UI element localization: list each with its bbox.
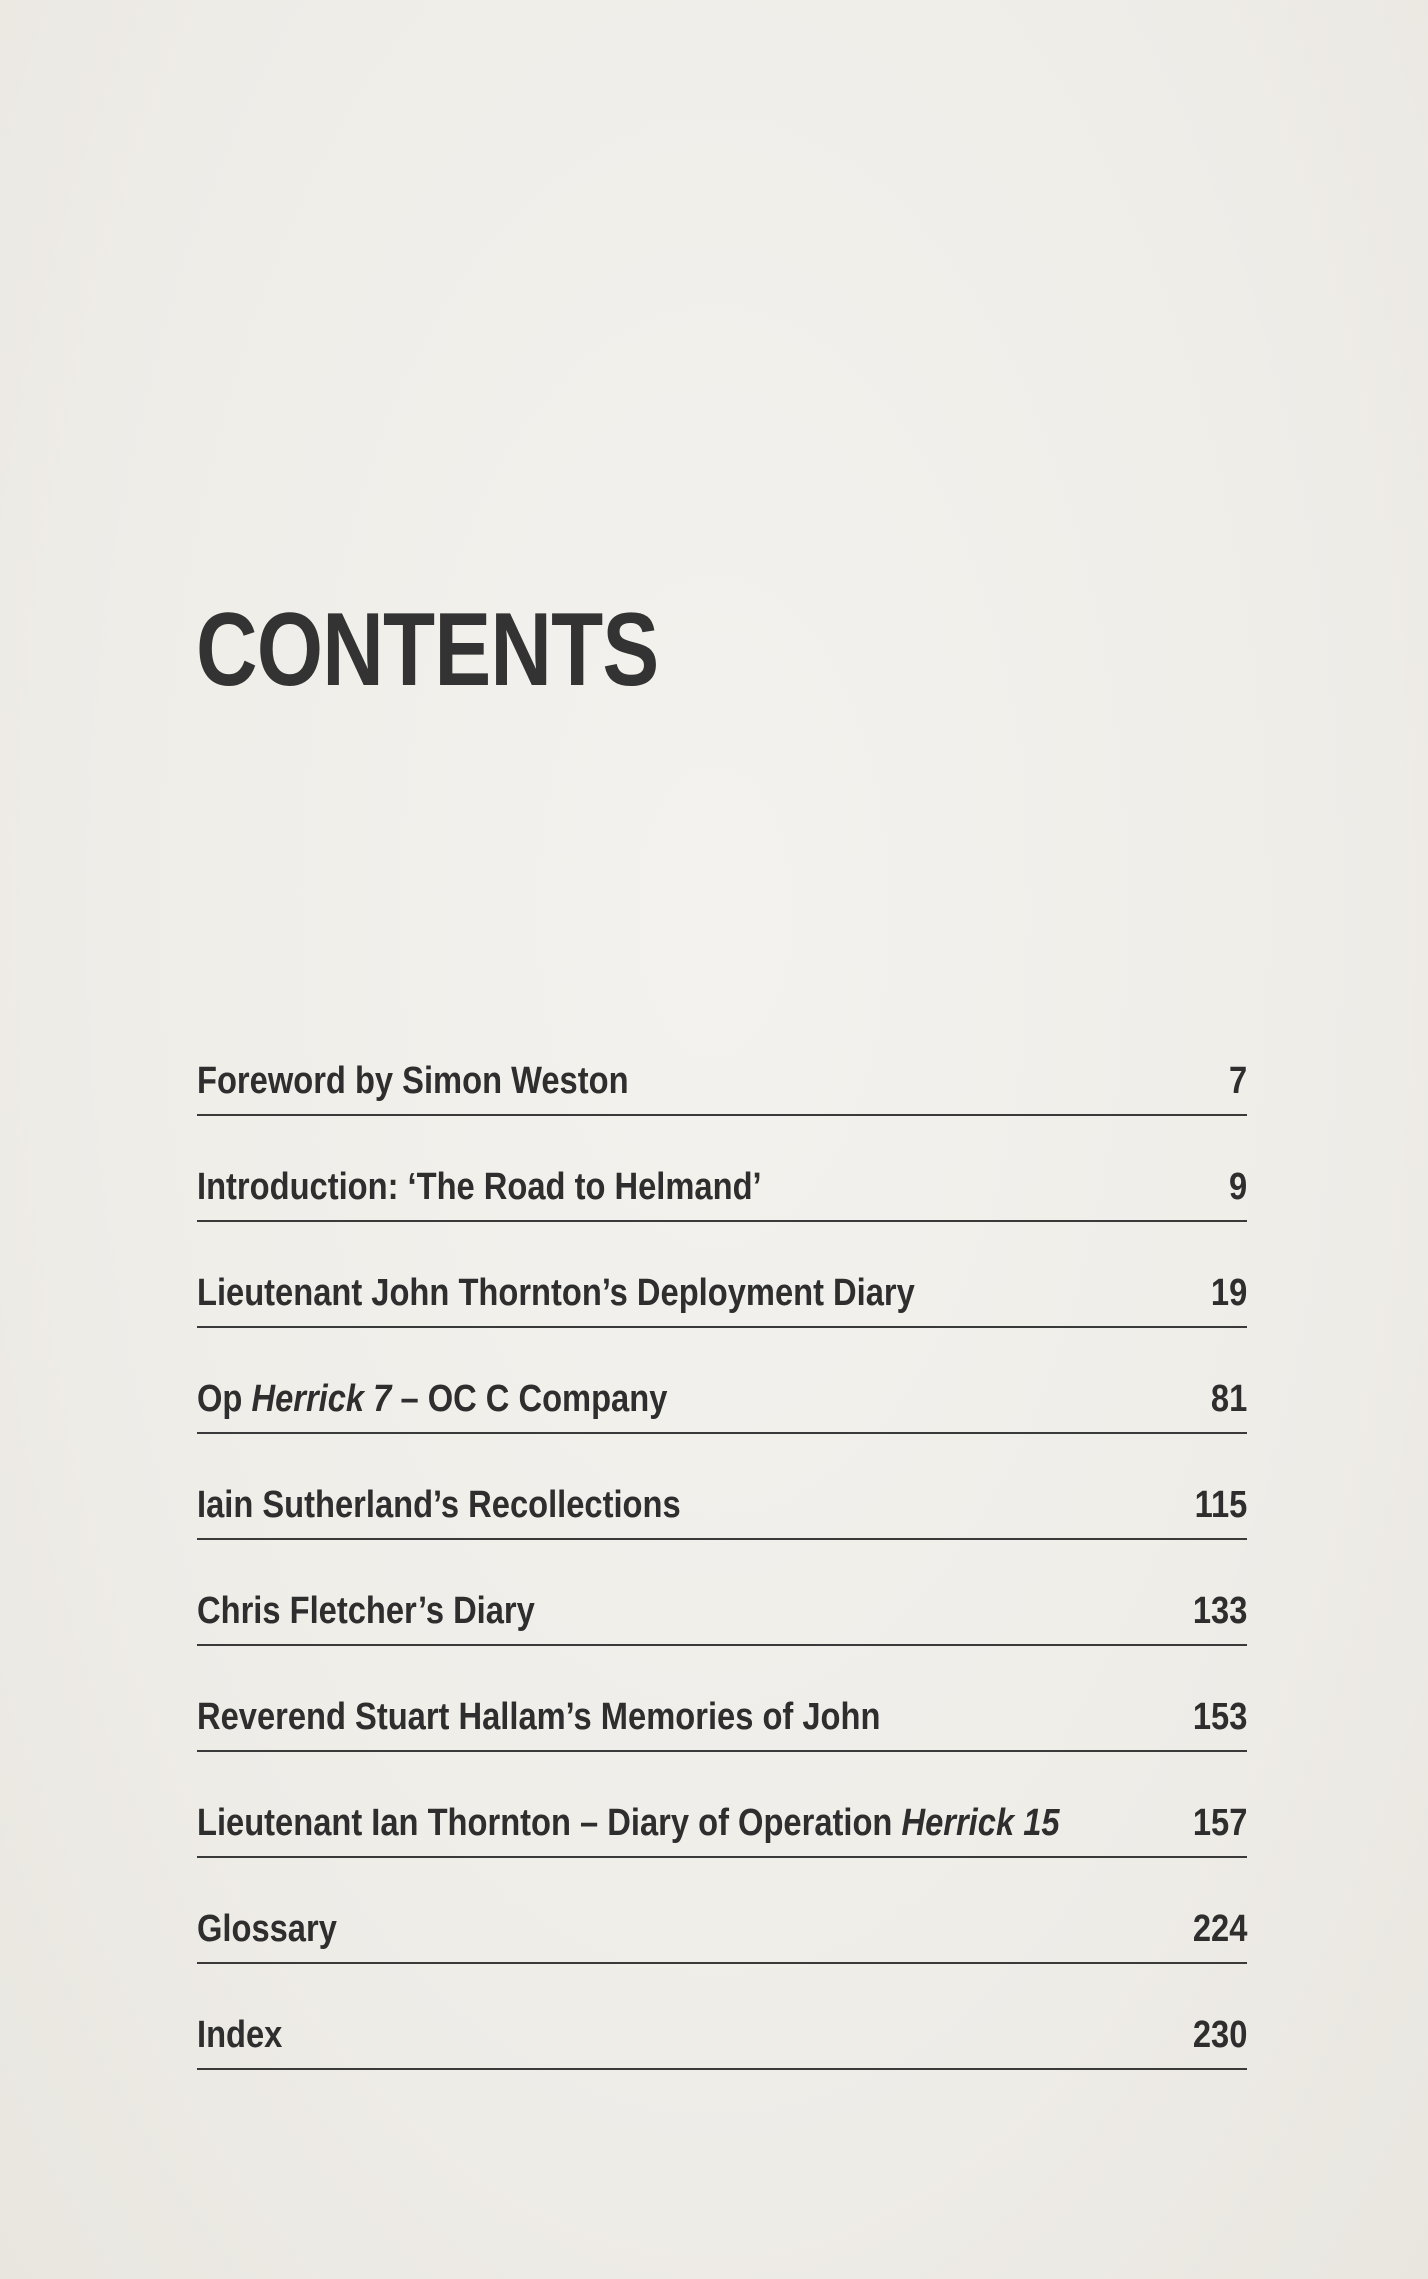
toc-entry-title xyxy=(197,1804,1060,1842)
toc-entry-title: Lieutenant John Thornton’s Deployment Diary xyxy=(197,1272,915,1314)
toc-entry-title-suffix: – OC C Company xyxy=(391,1378,668,1420)
toc-entry-title: Index xyxy=(197,2014,283,2056)
toc-entry-page-number: 81 xyxy=(1210,1378,1247,1420)
toc-entry-op-herrick-7[interactable] xyxy=(197,1328,1247,1434)
toc-entry-title xyxy=(197,1380,667,1418)
toc-entry-page-number: 9 xyxy=(1228,1166,1247,1208)
toc-entry-fletcher-diary[interactable] xyxy=(197,1540,1247,1646)
toc-entry-title: Foreword by Simon Weston xyxy=(197,1060,629,1102)
toc-entry-title-italic: Herrick 15 xyxy=(901,1802,1060,1844)
toc-entry-page-number: 157 xyxy=(1192,1802,1247,1844)
toc-entry-herrick-15-diary[interactable] xyxy=(197,1752,1247,1858)
toc-entry-title: Introduction: ‘The Road to Helmand’ xyxy=(197,1166,762,1208)
toc-entry-title-prefix: Op xyxy=(197,1378,252,1420)
toc-entry-title: Iain Sutherland’s Recollections xyxy=(197,1484,681,1526)
toc-entry-sutherland-recollections[interactable] xyxy=(197,1434,1247,1540)
toc-entry-page-number: 230 xyxy=(1192,2014,1247,2056)
toc-entry-hallam-memories[interactable] xyxy=(197,1646,1247,1752)
toc-entry-page-number: 19 xyxy=(1210,1272,1247,1314)
table-of-contents xyxy=(197,1010,1247,2070)
toc-entry-page-number: 224 xyxy=(1192,1908,1247,1950)
toc-entry-title-italic: Herrick 7 xyxy=(251,1378,392,1420)
page-title: CONTENTS xyxy=(196,592,659,708)
toc-entry-title: Reverend Stuart Hallam’s Memories of John xyxy=(197,1696,881,1738)
toc-entry-page-number: 115 xyxy=(1194,1484,1247,1526)
toc-entry-title: Chris Fletcher’s Diary xyxy=(197,1590,535,1632)
toc-entry-index[interactable] xyxy=(197,1964,1247,2070)
toc-entry-foreword[interactable] xyxy=(197,1010,1247,1116)
toc-entry-page-number: 133 xyxy=(1192,1590,1247,1632)
toc-entry-page-number: 7 xyxy=(1228,1060,1247,1102)
toc-entry-title-prefix: Lieutenant Ian Thornton – Diary of Operation xyxy=(197,1802,902,1844)
toc-entry-introduction[interactable] xyxy=(197,1116,1247,1222)
toc-entry-title: Glossary xyxy=(197,1908,337,1950)
toc-entry-deployment-diary[interactable] xyxy=(197,1222,1247,1328)
toc-entry-glossary[interactable] xyxy=(197,1858,1247,1964)
toc-entry-page-number: 153 xyxy=(1192,1696,1247,1738)
